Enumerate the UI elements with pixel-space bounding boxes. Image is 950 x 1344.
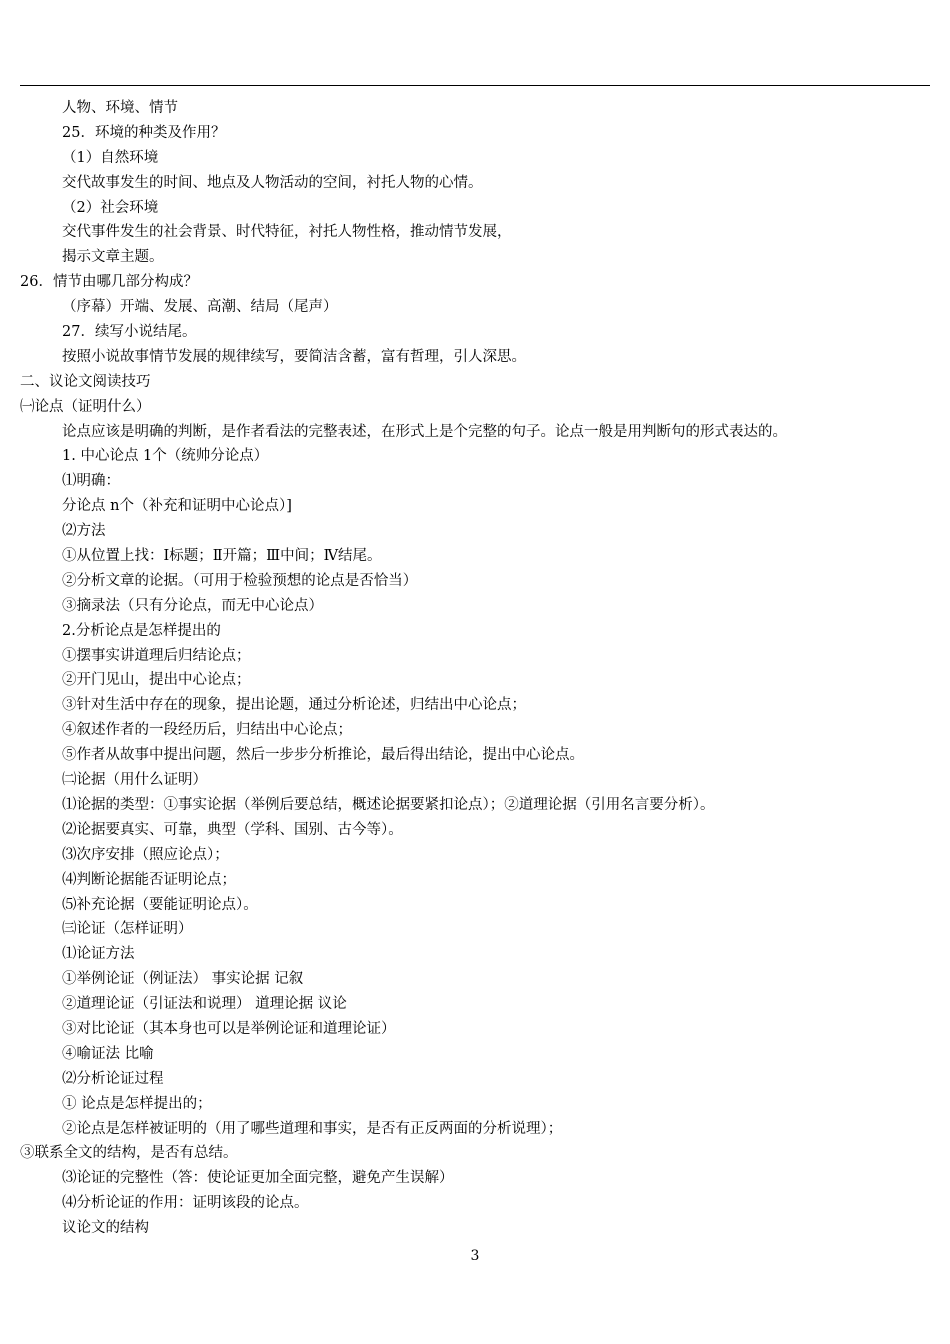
- text-line: ②论点是怎样被证明的（用了哪些道理和事实，是否有正反两面的分析说理）；: [62, 1120, 563, 1137]
- text-line: ⑶论证的完整性（答：使论证更加全面完整，避免产生误解）: [62, 1170, 454, 1187]
- text-line: 按照小说故事情节发展的规律续写，要简洁含蓄，富有哲理，引人深思。: [62, 348, 526, 365]
- text-line: 人物、环境、情节: [62, 100, 178, 116]
- text-line: 揭示文章主题。: [62, 249, 164, 266]
- text-line: ⑤作者从故事中提出问题，然后一步步分析推论，最后得出结论，提出中心论点。: [62, 747, 584, 764]
- text-line: 27．续写小说结尾。: [62, 324, 197, 341]
- text-line: ②开门见山，提出中心论点；: [62, 672, 251, 689]
- text-line: ㈡论据（用什么证明）: [62, 772, 207, 789]
- text-line: ②道理论证（引证法和说理） 道理论据 议论: [62, 996, 347, 1013]
- header-rule: [20, 85, 930, 86]
- text-line: ① 论点是怎样提出的；: [62, 1095, 212, 1112]
- text-line: ①从位置上找：Ⅰ标题；Ⅱ开篇；Ⅲ中间；Ⅳ结尾。: [62, 548, 382, 565]
- text-line: ③对比论证（其本身也可以是举例论证和道理论证）: [62, 1020, 396, 1037]
- text-line: ⑴论据的类型：①事实论据（举例后要总结，概述论据要紧扣论点）；②道理论据（引用名言要分析）。: [62, 796, 715, 813]
- text-line: ⑶次序安排（照应论点）；: [62, 846, 229, 863]
- text-line: 交代故事发生的时间、地点及人物活动的空间，衬托人物的心情。: [62, 174, 483, 191]
- text-line: 分论点 n个（补充和证明中心论点）]: [62, 498, 292, 515]
- text-line: ⑷判断论据能否证明论点；: [62, 871, 236, 888]
- text-line: 25．环境的种类及作用？: [62, 124, 226, 141]
- text-line: （2）社会环境: [62, 199, 159, 216]
- text-line: 论点应该是明确的判断，是作者看法的完整表述，在形式上是个完整的句子。论点一般是用判断句的形式表达的。: [62, 423, 787, 440]
- text-line: ⑵论据要真实、可靠，典型（学科、国别、古今等）。: [62, 821, 403, 838]
- text-line: 交代事件发生的社会背景、时代特征，衬托人物性格，推动情节发展，: [62, 224, 512, 241]
- text-line: ①举例论证（例证法） 事实论据 记叙: [62, 971, 304, 988]
- text-line: ③摘录法（只有分论点，而无中心论点）: [62, 597, 323, 614]
- text-line: （1）自然环境: [62, 149, 159, 166]
- text-line: 议论文的结构: [62, 1220, 149, 1237]
- text-line: ④喻证法 比喻: [62, 1045, 154, 1062]
- text-line: ㈠论点（证明什么）: [20, 398, 151, 415]
- text-line: ⑸补充论据（要能证明论点）。: [62, 896, 258, 913]
- text-line: ①摆事实讲道理后归结论点；: [62, 647, 251, 664]
- text-line: ⑷分析论证的作用：证明该段的论点。: [62, 1195, 309, 1212]
- text-line: ③针对生活中存在的现象，提出论题，通过分析论述，归结出中心论点；: [62, 697, 526, 714]
- text-line: ⑵方法: [62, 523, 106, 540]
- text-line: 1. 中心论点 1个（统帅分论点）: [62, 448, 269, 465]
- text-line: ⑵分析论证过程: [62, 1070, 164, 1087]
- text-line: 26．情节由哪几部分构成？: [20, 274, 198, 291]
- text-line: 二、议论文阅读技巧: [20, 373, 151, 390]
- document-body: [0, 96, 950, 1241]
- text-line: ⑴论证方法: [62, 946, 135, 963]
- text-line: 2.分析论点是怎样提出的: [62, 622, 221, 639]
- text-line: ②分析文章的论据。（可用于检验预想的论点是否恰当）: [62, 572, 418, 589]
- text-line: ③联系全文的结构，是否有总结。: [20, 1145, 238, 1162]
- text-line: ④叙述作者的一段经历后，归结出中心论点；: [62, 722, 352, 739]
- text-line: ㈢论证（怎样证明）: [62, 921, 193, 938]
- text-line: ⑴明确：: [62, 473, 120, 490]
- text-line: （序幕）开端、发展、高潮、结局（尾声）: [62, 299, 338, 316]
- page-number: 3: [470, 1248, 480, 1264]
